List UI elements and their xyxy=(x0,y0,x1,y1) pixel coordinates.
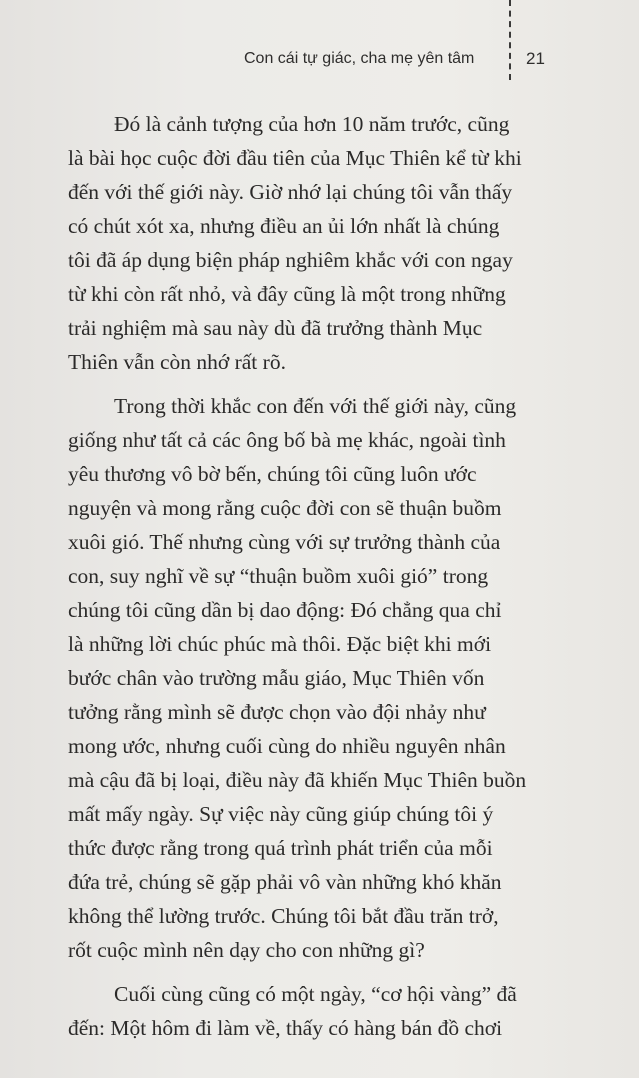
text-line: yêu thương vô bờ bến, chúng tôi cũng luôn ước xyxy=(68,462,477,486)
text-line: là những lời chúc phúc mà thôi. Đặc biệt khi mới xyxy=(68,632,492,656)
text-line: nguyện và mong rằng cuộc đời con sẽ thuận buồm xyxy=(68,496,502,520)
text-line: Đó là cảnh tượng của hơn 10 năm trước, cũng xyxy=(114,112,510,136)
header-dashed-rule xyxy=(509,0,511,80)
text-line: từ khi còn rất nhỏ, và đây cũng là một trong những xyxy=(68,282,506,306)
body-text xyxy=(68,107,554,1045)
text-line: thức được rằng trong quá trình phát triển của mỗi xyxy=(68,836,493,860)
text-line: xuôi gió. Thế nhưng cùng với sự trưởng thành của xyxy=(68,530,501,554)
text-line: Cuối cùng cũng có một ngày, “cơ hội vàng” đã xyxy=(114,982,517,1006)
text-line: mong ước, nhưng cuối cùng do nhiều nguyên nhân xyxy=(68,734,506,758)
text-line: mà cậu đã bị loại, điều này đã khiến Mục Thiên buồn xyxy=(68,768,527,792)
text-line: tôi đã áp dụng biện pháp nghiêm khắc với con ngay xyxy=(68,248,513,272)
text-line: bước chân vào trường mẫu giáo, Mục Thiên vốn xyxy=(68,666,485,690)
text-line: tưởng rằng mình sẽ được chọn vào đội nhảy như xyxy=(68,700,486,724)
text-line: trải nghiệm mà sau này dù đã trưởng thành Mục xyxy=(68,316,483,340)
text-line: giống như tất cả các ông bố bà mẹ khác, ngoài tình xyxy=(68,428,506,452)
text-line: có chút xót xa, nhưng điều an ủi lớn nhất là chúng xyxy=(68,214,500,238)
text-line: Trong thời khắc con đến với thế giới này, cũng xyxy=(114,394,517,418)
text-line: con, suy nghĩ về sự “thuận buồm xuôi gió” trong xyxy=(68,564,489,588)
text-line: rốt cuộc mình nên dạy cho con những gì? xyxy=(68,938,425,962)
paragraph-1 xyxy=(68,107,554,379)
text-line: Thiên vẫn còn nhớ rất rõ. xyxy=(68,350,286,374)
paragraph-3 xyxy=(68,977,554,1045)
text-line: đến với thế giới này. Giờ nhớ lại chúng tôi vẫn thấy xyxy=(68,180,513,204)
page-number: 21 xyxy=(526,49,545,68)
paragraph-2 xyxy=(68,389,554,967)
text-line: không thể lường trước. Chúng tôi bắt đầu trăn trở, xyxy=(68,904,499,928)
text-line: đứa trẻ, chúng sẽ gặp phải vô vàn những khó khăn xyxy=(68,870,502,894)
text-line: mất mấy ngày. Sự việc này cũng giúp chúng tôi ý xyxy=(68,802,494,826)
text-line: chúng tôi cũng dần bị dao động: Đó chẳng qua chỉ xyxy=(68,598,502,622)
text-line: là bài học cuộc đời đầu tiên của Mục Thiên kể từ khi xyxy=(68,146,522,170)
text-line: đến: Một hôm đi làm về, thấy có hàng bán đồ chơi xyxy=(68,1016,503,1040)
running-title: Con cái tự giác, cha mẹ yên tâm xyxy=(244,50,475,67)
